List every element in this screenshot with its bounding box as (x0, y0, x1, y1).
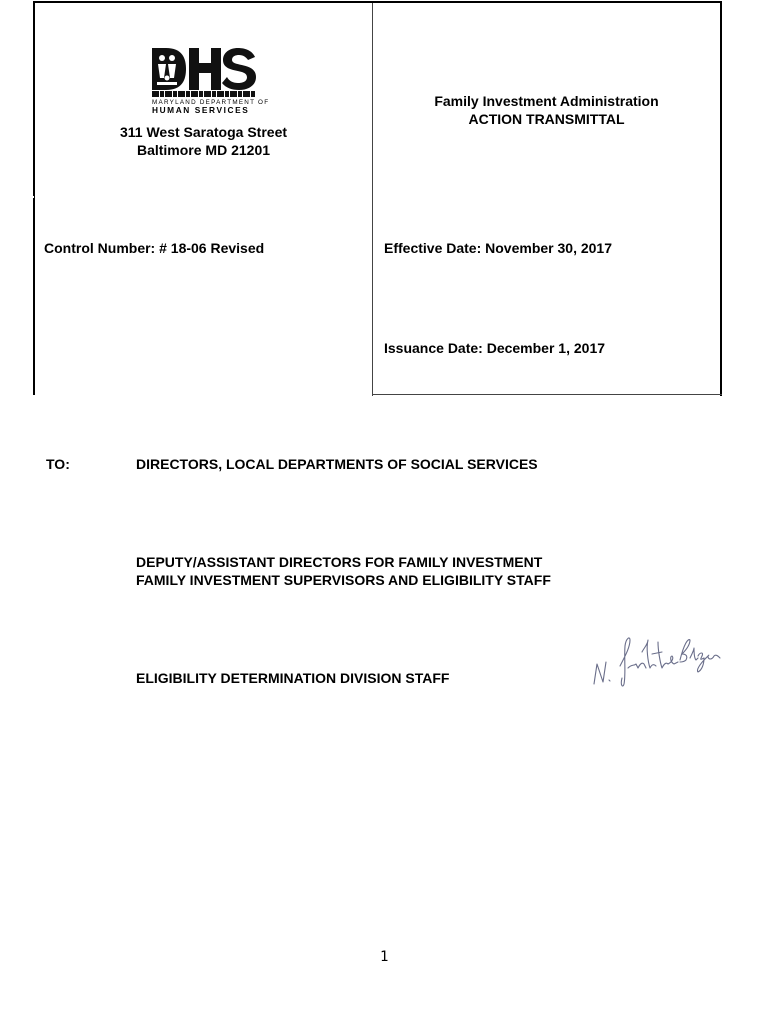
agency-name: Family Investment Administration (434, 93, 659, 109)
table-bottom-border-right (372, 394, 722, 395)
table-right-border (720, 1, 722, 396)
control-number: Control Number: # 18-06 Revised (44, 240, 265, 256)
address-line-1: 311 West Saratoga Street (119, 124, 288, 140)
effective-date: Effective Date: November 30, 2017 (384, 240, 612, 256)
logo-ornament-bar (152, 91, 256, 97)
logo-human-services-text: HUMAN SERVICES (152, 105, 250, 115)
logo-maryland-text: MARYLAND DEPARTMENT OF (152, 99, 270, 106)
table-left-border (33, 1, 35, 395)
document-type: ACTION TRANSMITTAL (468, 111, 625, 127)
to-label: TO: (46, 456, 70, 472)
page-number: 1 (380, 949, 389, 965)
handwritten-signature (590, 634, 726, 690)
table-left-gap-mark-1 (33, 196, 34, 198)
dhs-logo (152, 48, 270, 116)
table-top-border (33, 1, 722, 3)
address-line-2: Baltimore MD 21201 (136, 142, 271, 158)
recipient-line-4: ELIGIBILITY DETERMINATION DIVISION STAFF (136, 670, 450, 686)
recipient-line-3: FAMILY INVESTMENT SUPERVISORS AND ELIGIBILITY STAFF (136, 572, 551, 588)
issuance-date: Issuance Date: December 1, 2017 (384, 340, 606, 356)
family-figures-icon (152, 48, 256, 90)
table-middle-divider (372, 3, 373, 396)
recipient-line-2: DEPUTY/ASSISTANT DIRECTORS FOR FAMILY INVESTMENT (136, 554, 543, 570)
recipient-line-1: DIRECTORS, LOCAL DEPARTMENTS OF SOCIAL SERVICES (136, 456, 538, 472)
